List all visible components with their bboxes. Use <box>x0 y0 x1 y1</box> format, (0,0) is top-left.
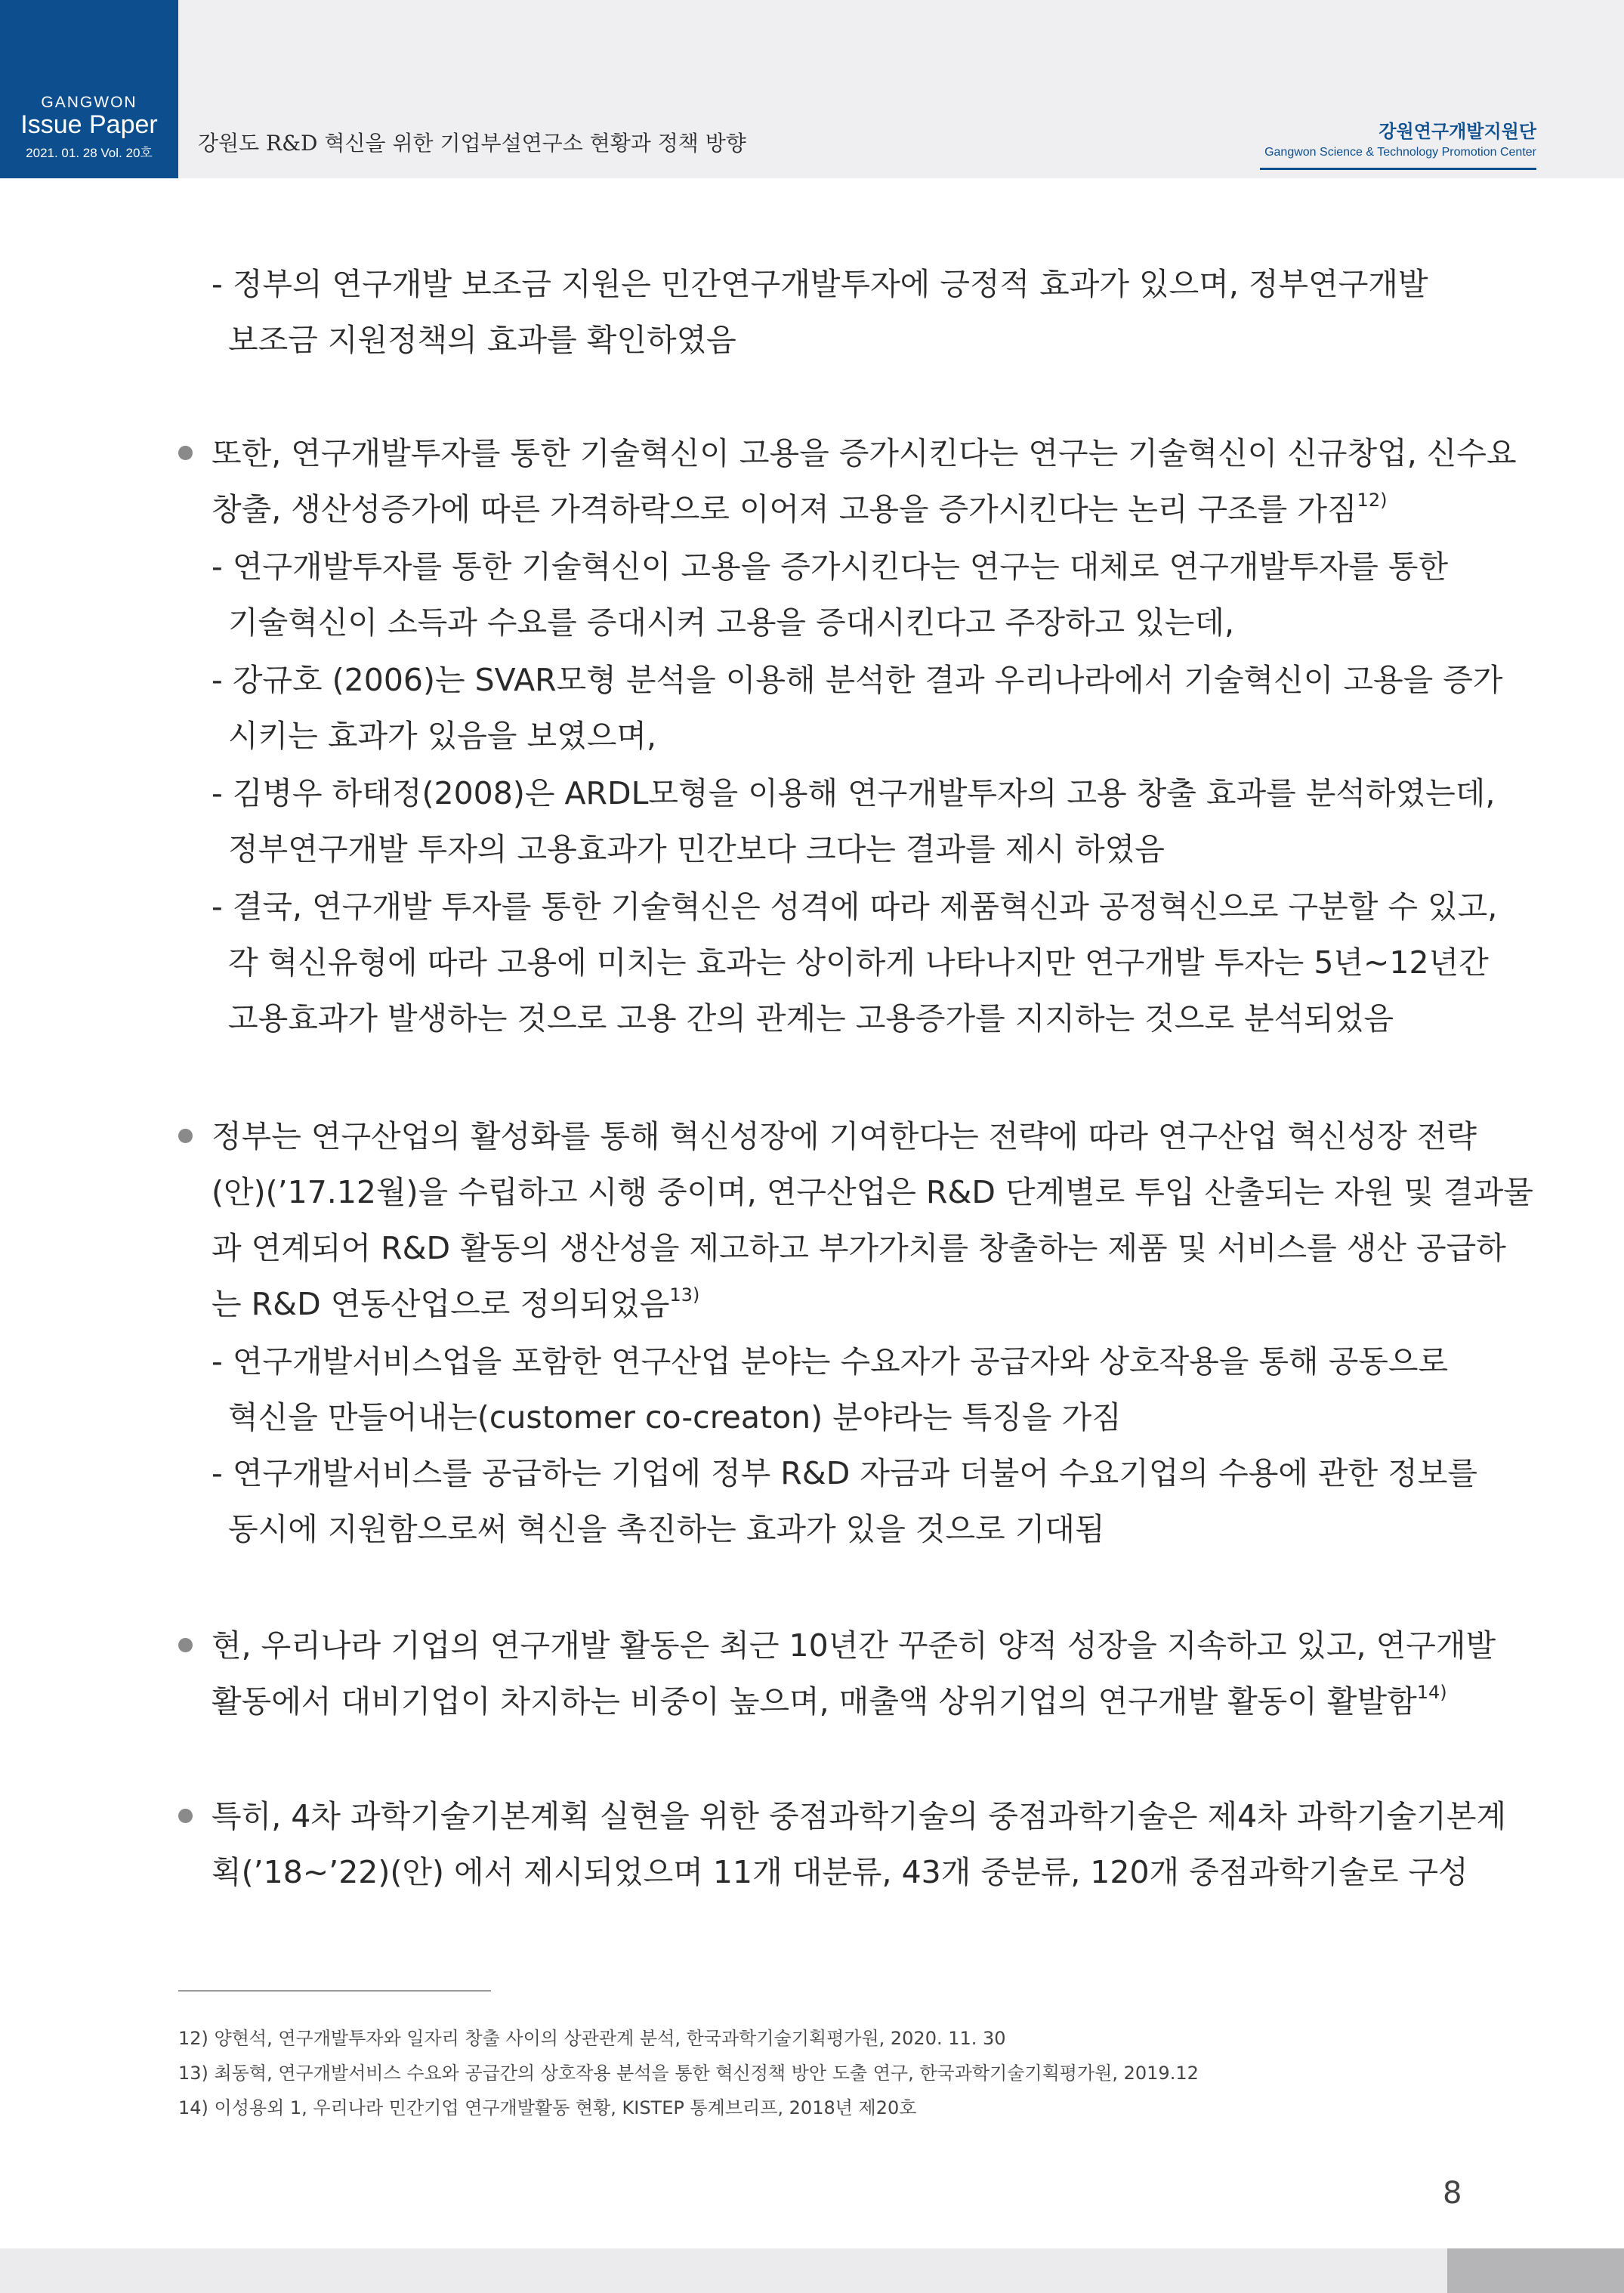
organization-name-english: Gangwon Science & Technology Promotion Center <box>1264 146 1536 159</box>
dash-item-line: - 정부의 연구개발 보조금 지원은 민간연구개발투자에 긍정적 효과가 있으며, 정부연구개발 <box>211 266 1428 302</box>
dash-item-line: - 연구개발서비스를 공급하는 기업에 정부 R&D 자금과 더불어 수요기업의 수용에 관한 정보를 <box>211 1455 1477 1491</box>
brand-title: Issue Paper <box>20 110 158 139</box>
dash-item-line: 정부연구개발 투자의 고용효과가 민간보다 크다는 결과를 제시 하였음 <box>228 831 1165 867</box>
header-accent-line <box>1260 168 1536 170</box>
bullet-text-line: 과 연계되어 R&D 활동의 생산성을 제고하고 부가가치를 창출하는 제품 및 서비스를 생산 공급하 <box>211 1230 1506 1266</box>
dash-item-line: 고용효과가 발생하는 것으로 고용 간의 관계는 고용증가를 지지하는 것으로 분석되었음 <box>228 1000 1394 1037</box>
dash-item-line: - 김병우 하태정(2008)은 ARDL모형을 이용해 연구개발투자의 고용 창출 효과를 분석하였는데, <box>211 775 1496 811</box>
bullet-text-line <box>211 1682 1447 1721</box>
footnote-12: 12) 양현석, 연구개발투자와 일자리 창출 사이의 상관관계 분석, 한국과학기술기획평가원, 2020. 11. 30 <box>178 2028 1006 2049</box>
dash-item-line: - 연구개발투자를 통한 기술혁신이 고용을 증가시킨다는 연구는 대체로 연구개발투자를 통한 <box>211 549 1449 585</box>
bullet-text: 는 R&D 연동산업으로 정의되었음 <box>211 1286 670 1322</box>
bullet-text-line <box>211 1284 699 1324</box>
footnote-ref-14: 14) <box>1416 1682 1447 1703</box>
brand-date-volume: 2021. 01. 28 Vol. 20호 <box>26 146 153 160</box>
issue-paper-brand <box>0 0 178 178</box>
dash-item-line: 동시에 지원함으로써 혁신을 촉진하는 효과가 있을 것으로 기대됨 <box>228 1511 1105 1547</box>
bullet-text-line <box>211 490 1387 529</box>
dash-item-line: - 결국, 연구개발 투자를 통한 기술혁신은 성격에 따라 제품혁신과 공정혁신으로 구분할 수 있고, <box>211 888 1498 925</box>
bullet-dot-icon <box>178 1129 193 1143</box>
page-header <box>0 0 1624 178</box>
dash-item-line: - 강규호 (2006)는 SVAR모형 분석을 이용해 분석한 결과 우리나라에서 기술혁신이 고용을 증가 <box>211 662 1503 698</box>
dash-item-line: 시키는 효과가 있음을 보였으며, <box>228 718 657 754</box>
dash-item-line: 혁신을 만들어내는(customer co-creaton) 분야라는 특징을 가짐 <box>228 1399 1122 1435</box>
organization-name-korean: 강원연구개발지원단 <box>1379 121 1536 142</box>
brand-region: GANGWON <box>41 94 137 111</box>
bullet-text-line: 또한, 연구개발투자를 통한 기술혁신이 고용을 증가시킨다는 연구는 기술혁신이 신규창업, 신수요 <box>211 435 1517 471</box>
footnote-14: 14) 이성용외 1, 우리나라 민간기업 연구개발활동 현황, KISTEP 통계브리프, 2018년 제20호 <box>178 2097 917 2118</box>
dash-item-line: 기술혁신이 소득과 수요를 증대시켜 고용을 증대시킨다고 주장하고 있는데, <box>228 604 1235 641</box>
page-number: 8 <box>1443 2176 1462 2211</box>
dash-item-line: 각 혁신유형에 따라 고용에 미치는 효과는 상이하게 나타나지만 연구개발 투자는 5년~12년간 <box>228 944 1489 981</box>
dash-item-line: 보조금 지원정책의 효과를 확인하였음 <box>228 322 736 358</box>
bullet-dot-icon <box>178 1638 193 1652</box>
page-footer-bar <box>0 2248 1624 2293</box>
bullet-dot-icon <box>178 1809 193 1823</box>
document-title: 강원도 R&D 혁신을 위한 기업부설연구소 현황과 정책 방향 <box>198 131 746 156</box>
footer-accent-block <box>1447 2248 1624 2293</box>
bullet-text-line: 정부는 연구산업의 활성화를 통해 혁신성장에 기여한다는 전략에 따라 연구산업 혁신성장 전략 <box>211 1118 1477 1154</box>
footnote-13: 13) 최동혁, 연구개발서비스 수요와 공급간의 상호작용 분석을 통한 혁신정책 방안 도출 연구, 한국과학기술기획평가원, 2019.12 <box>178 2063 1199 2084</box>
bullet-dot-icon <box>178 446 193 460</box>
bullet-text-line: 획(’18~’22)(안) 에서 제시되었으며 11개 대분류, 43개 중분류, 120개 중점과학기술로 구성 <box>211 1854 1468 1890</box>
footnote-divider <box>178 1990 491 1992</box>
footnote-ref-12: 12) <box>1357 490 1388 511</box>
bullet-text-line: (안)(’17.12월)을 수립하고 시행 중이며, 연구산업은 R&D 단계별로 투입 산출되는 자원 및 결과물 <box>211 1174 1533 1210</box>
footnote-ref-13: 13) <box>669 1284 700 1306</box>
bullet-text-line: 특히, 4차 과학기술기본계획 실현을 위한 중점과학기술의 중점과학기술은 제4차 과학기술기본계 <box>211 1798 1507 1834</box>
bullet-text: 활동에서 대비기업이 차지하는 비중이 높으며, 매출액 상위기업의 연구개발 활동이 활발함 <box>211 1683 1417 1720</box>
bullet-text: 창출, 생산성증가에 따른 가격하락으로 이어져 고용을 증가시킨다는 논리 구조를 가짐 <box>211 491 1357 527</box>
dash-item-line: - 연구개발서비스업을 포함한 연구산업 분야는 수요자가 공급자와 상호작용을 통해 공동으로 <box>211 1343 1449 1380</box>
bullet-text-line: 현, 우리나라 기업의 연구개발 활동은 최근 10년간 꾸준히 양적 성장을 지속하고 있고, 연구개발 <box>211 1627 1496 1664</box>
